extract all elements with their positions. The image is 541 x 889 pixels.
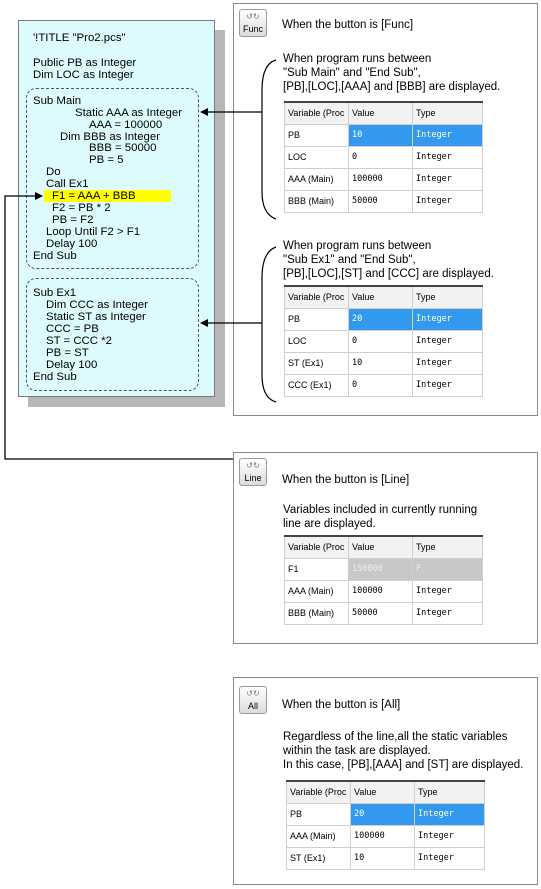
table-cell: Integer — [415, 825, 485, 847]
code-line: End Sub — [33, 250, 77, 262]
code-line: F2 = PB * 2 — [52, 202, 111, 214]
circular-arrow-icon: ↺↻ — [246, 461, 260, 470]
table-cell: 20 — [349, 308, 413, 330]
table-cell: AAA (Main) — [285, 168, 349, 190]
code-line: Do — [46, 166, 61, 178]
table-cell: PB — [285, 308, 349, 330]
table-cell: Integer — [413, 374, 483, 396]
code-line: Delay 100 — [46, 359, 98, 371]
col-variable[interactable]: Variable (Proc — [285, 286, 349, 308]
table-cell: AAA (Main) — [287, 825, 351, 847]
code-line: CCC = PB — [46, 323, 99, 335]
table-cell: Integer — [413, 124, 483, 146]
col-type[interactable]: Type — [415, 781, 485, 803]
table-cell: 10 — [349, 124, 413, 146]
table-cell: Integer — [413, 146, 483, 168]
table-cell: Integer — [415, 847, 485, 869]
table-cell: ST (Ex1) — [285, 352, 349, 374]
all-desc-line: In this case, [PB],[AAA] and [ST] are displayed. — [283, 759, 524, 771]
table-cell: 100000 — [351, 825, 415, 847]
table-cell: Integer — [415, 803, 485, 825]
code-line: Loop Until F2 > F1 — [46, 226, 141, 238]
table-cell: Integer — [413, 602, 483, 624]
code-line: AAA = 100000 — [89, 119, 163, 131]
table-cell: 100000 — [349, 580, 413, 602]
table-cell: 0 — [349, 330, 413, 352]
code-line: Dim BBB as Integer — [60, 131, 161, 143]
code-title-line: '!TITLE "Pro2.pcs" — [33, 32, 126, 44]
table-cell: 20 — [351, 803, 415, 825]
table-cell: Integer — [413, 190, 483, 212]
col-variable[interactable]: Variable (Proc — [285, 536, 349, 558]
table-cell: 10 — [349, 352, 413, 374]
col-type[interactable]: Type — [413, 536, 483, 558]
table-cell: 100000 — [349, 168, 413, 190]
bracket-func-1 — [262, 60, 276, 219]
all-desc-line: Regardless of the line,all the static variables — [283, 731, 508, 743]
func-desc2-line: "Sub Ex1" and "End Sub", — [283, 254, 416, 266]
code-line: Sub Ex1 — [33, 287, 77, 299]
code-line: BBB = 50000 — [89, 142, 157, 154]
table-cell: Integer — [413, 308, 483, 330]
table-cell: 10 — [351, 847, 415, 869]
table-cell: Integer — [413, 330, 483, 352]
col-value[interactable]: Value — [351, 781, 415, 803]
table-cell: Integer — [413, 580, 483, 602]
table-cell: Integer — [413, 168, 483, 190]
table-cell: Integer — [413, 352, 483, 374]
table-cell: BBB (Main) — [285, 602, 349, 624]
circular-arrow-icon: ↺↻ — [246, 689, 260, 698]
func-desc-line: [PB],[LOC],[AAA] and [BBB] are displayed. — [283, 81, 501, 93]
code-line: PB = 5 — [89, 154, 124, 166]
func-desc2-line: [PB],[LOC],[ST] and [CCC] are displayed. — [283, 268, 494, 280]
line-desc-line: Variables included in currently running — [283, 504, 478, 516]
table-cell: ST (Ex1) — [287, 847, 351, 869]
table-cell: PB — [287, 803, 351, 825]
table-cell: AAA (Main) — [285, 580, 349, 602]
code-line: Sub Main — [33, 95, 82, 107]
code-line: PB = F2 — [52, 214, 94, 226]
code-line: Call Ex1 — [46, 178, 89, 190]
code-line: ST = CCC *2 — [46, 335, 112, 347]
col-value[interactable]: Value — [349, 536, 413, 558]
table-cell: 50000 — [349, 190, 413, 212]
code-decl-pb: Public PB as Integer — [33, 57, 137, 69]
line-heading: When the button is [Line] — [282, 474, 410, 486]
line-button[interactable]: ↺↻ Line — [239, 458, 267, 486]
code-line: PB = ST — [46, 347, 89, 359]
col-value[interactable]: Value — [349, 286, 413, 308]
code-line: Dim CCC as Integer — [46, 299, 148, 311]
table-cell: 50000 — [349, 602, 413, 624]
code-line: Static AAA as Integer — [75, 107, 183, 119]
code-line: Static ST as Integer — [46, 311, 146, 323]
col-variable[interactable]: Variable (Proc — [287, 781, 351, 803]
table-cell: PB — [285, 124, 349, 146]
func-heading: When the button is [Func] — [282, 19, 414, 31]
func-desc-line: "Sub Main" and "End Sub", — [283, 67, 421, 79]
arrow-to-current-line — [5, 196, 233, 459]
all-desc-line: within the task are displayed. — [283, 745, 431, 757]
circular-arrow-icon: ↺↻ — [246, 12, 260, 21]
line-desc-line: line are displayed. — [283, 518, 376, 530]
code-decl-loc: Dim LOC as Integer — [33, 69, 134, 81]
func-desc-line: When program runs between — [283, 53, 432, 65]
code-line: End Sub — [33, 371, 77, 383]
all-heading: When the button is [All] — [282, 699, 401, 711]
all-button[interactable]: ↺↻ All — [239, 686, 267, 714]
table-cell: F1 — [285, 558, 349, 580]
table-cell: 150000 — [349, 558, 413, 580]
table-cell: F — [413, 558, 483, 580]
table-cell: BBB (Main) — [285, 190, 349, 212]
col-type[interactable]: Type — [413, 102, 483, 124]
table-cell: CCC (Ex1) — [285, 374, 349, 396]
table-cell: 0 — [349, 374, 413, 396]
table-cell: LOC — [285, 146, 349, 168]
func-desc2-line: When program runs between — [283, 240, 432, 252]
bracket-func-2 — [262, 247, 276, 402]
code-line-current: F1 = AAA + BBB — [52, 190, 136, 202]
table-cell: 0 — [349, 146, 413, 168]
func-button[interactable]: ↺↻ Func — [239, 9, 267, 37]
table-cell: LOC — [285, 330, 349, 352]
code-line: Delay 100 — [46, 238, 98, 250]
col-variable[interactable]: Variable (Proc — [285, 102, 349, 124]
col-type[interactable]: Type — [413, 286, 483, 308]
col-value[interactable]: Value — [349, 102, 413, 124]
